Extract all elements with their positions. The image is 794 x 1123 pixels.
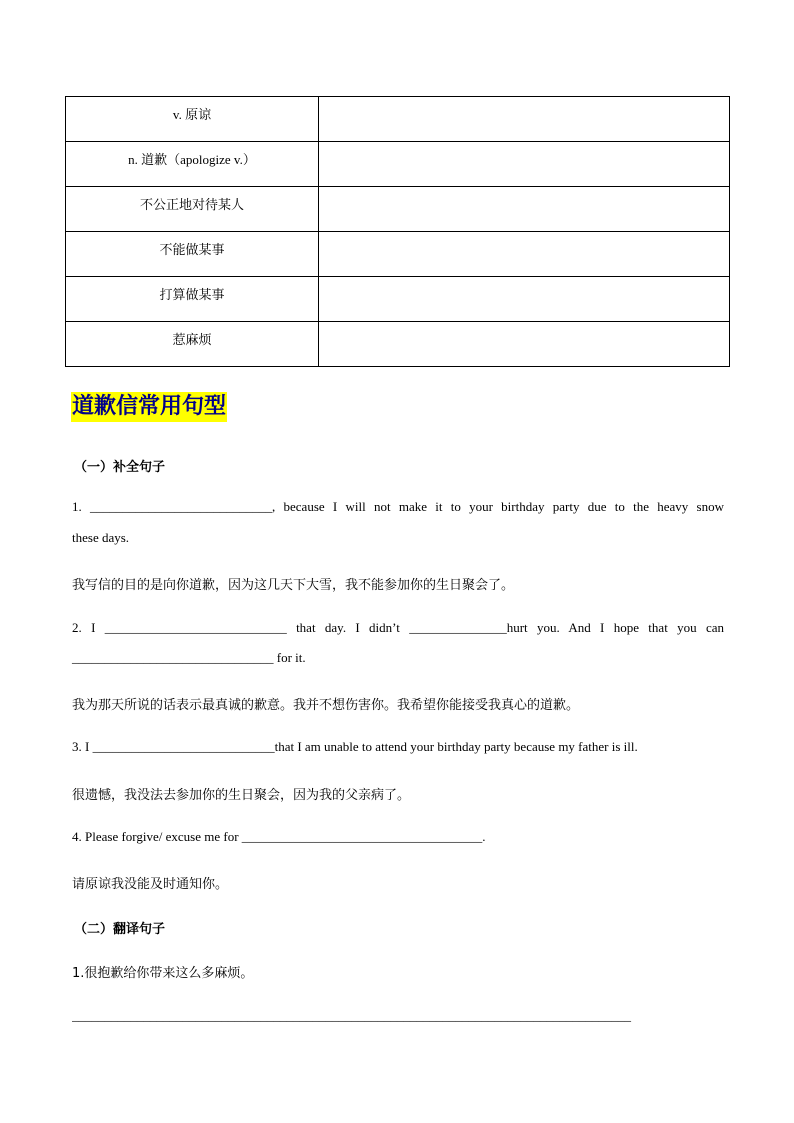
table-cell-term: n. 道歉（apologize v.） <box>66 142 319 187</box>
table-cell-answer[interactable] <box>319 232 730 277</box>
question-1-chinese: 我写信的目的是向你道歉，因为这几天下大雪，我不能参加你的生日聚会了。 <box>72 578 515 593</box>
table-cell-term: 惹麻烦 <box>66 322 319 367</box>
table-row <box>66 97 730 142</box>
table-cell-answer[interactable] <box>319 322 730 367</box>
table-row <box>66 277 730 322</box>
question-3-chinese: 很遗憾，我没法去参加你的生日聚会，因为我的父亲病了。 <box>72 788 411 803</box>
table-row <box>66 232 730 277</box>
table-cell-answer[interactable] <box>319 97 730 142</box>
table-cell-answer[interactable] <box>319 142 730 187</box>
table-cell-term: 打算做某事 <box>66 277 319 322</box>
part2-heading: （二）翻译句子 <box>74 922 166 937</box>
question-1-line-1: 1. ____________________________, because I will not make it to your birthday party due to the heavy snow <box>72 499 724 514</box>
table-row <box>66 187 730 232</box>
section-heading: 道歉信常用句型 <box>71 392 227 422</box>
translation-1-answer-line[interactable]: ______________________________________________________________________________________ <box>72 1008 631 1023</box>
question-4-chinese: 请原谅我没能及时通知你。 <box>72 877 229 892</box>
table-cell-answer[interactable] <box>319 277 730 322</box>
question-2-line-1: 2. I ____________________________ that day. I didn’t _______________hurt you. And I hope that you can <box>72 620 724 635</box>
question-2-line-2: _______________________________ for it. <box>72 650 306 665</box>
table-cell-term: 不公正地对待某人 <box>66 187 319 232</box>
table-cell-term: v. 原谅 <box>66 97 319 142</box>
table-row <box>66 142 730 187</box>
part1-heading: （一）补全句子 <box>74 460 166 475</box>
question-4-line-1: 4. Please forgive/ excuse me for _____________________________________. <box>72 829 486 844</box>
question-3-line-1: 3. I ____________________________that I am unable to attend your birthday party because my father is ill. <box>72 739 638 754</box>
table-row <box>66 322 730 367</box>
table-cell-term: 不能做某事 <box>66 232 319 277</box>
table-cell-answer[interactable] <box>319 187 730 232</box>
question-1-line-2: these days. <box>72 530 130 545</box>
vocab-table <box>65 96 730 367</box>
question-2-chinese: 我为那天所说的话表示最真诚的歉意。我并不想伤害你。我希望你能接受我真心的道歉。 <box>72 698 580 713</box>
translation-1-chinese: 1.很抱歉给你带来这么多麻烦。 <box>72 966 254 981</box>
